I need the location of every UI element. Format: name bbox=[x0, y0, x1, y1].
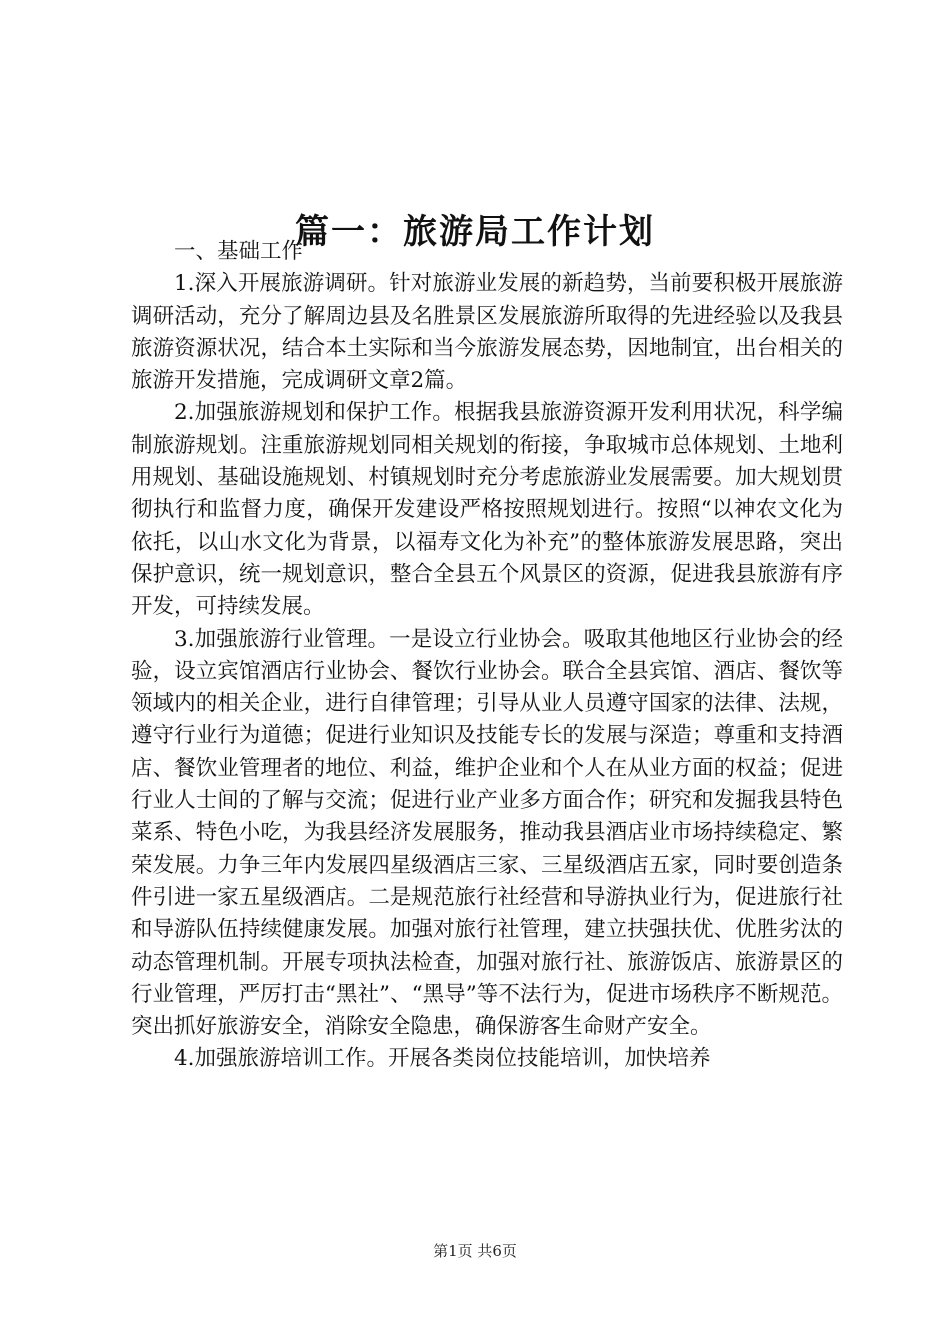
document-title: 篇一：旅游局工作计划 bbox=[295, 211, 655, 252]
paragraph-2: 2.加强旅游规划和保护工作。根据我县旅游资源开发利用状况，科学编制旅游规划。注重旅游规划同相关规划的衔接，争取城市总体规划、土地利用规划、基础设施规划、村镇规划时充分考虑旅游业发展需要。加大规划贯彻执行和监督力度，确保开发建设严格按照规划进行。按照“以神农文化为依托，以山水文化为背景，以福寿文化为补充”的整体旅游发展思路，突出保护意识，统一规划意识，整合全县五个风景区的资源，促进我县旅游有序开发，可持续发展。 bbox=[131, 400, 843, 620]
paragraph-3: 3.加强旅游行业管理。一是设立行业协会。吸取其他地区行业协会的经验，设立宾馆酒店行业协会、餐饮行业协会。联合全县宾馆、酒店、餐饮等领域内的相关企业，进行自律管理；引导从业人员遵守国家的法律、法规，遵守行业行为道德；促进行业知识及技能专长的发展与深造；尊重和支持酒店、餐饮业管理者的地位、利益，维护企业和个人在从业方面的权益；促进行业人士间的了解与交流；促进行业产业多方面合作；研究和发掘我县特色菜系、特色小吃，为我县经济发展服务，推动我县酒店业市场持续稳定、繁荣发展。力争三年内发展四星级酒店三家、三星级酒店五家，同时要创造条件引进一家五星级酒店。二是规范旅行社经营和导游执业行为，促进旅行社和导游队伍持续健康发展。加强对旅行社管理，建立扶强扶优、优胜劣汰的动态管理机制。开展专项执法检查，加强对旅行社、旅游饭店、旅游景区的行业管理，严厉打击“黑社”、“黑导”等不法行为，促进市场秩序不断规范。突出抓好旅游安全，消除安全隐患，确保游客生命财产安全。 bbox=[131, 626, 843, 1040]
section-heading: 一、基础工作 bbox=[174, 239, 304, 264]
paragraph-1: 1.深入开展旅游调研。针对旅游业发展的新趋势，当前要积极开展旅游调研活动，充分了解周边县及名胜景区发展旅游所取得的先进经验以及我县旅游资源状况，结合本土实际和当今旅游发展态势，因地制宜，出台相关的旅游开发措施，完成调研文章2篇。 bbox=[131, 271, 843, 394]
document-body bbox=[131, 236, 843, 1076]
paragraph-4: 4.加强旅游培训工作。开展各类岗位技能培训，加快培养 bbox=[174, 1046, 711, 1072]
page-number-footer: 第1页 共6页 bbox=[433, 1242, 517, 1260]
